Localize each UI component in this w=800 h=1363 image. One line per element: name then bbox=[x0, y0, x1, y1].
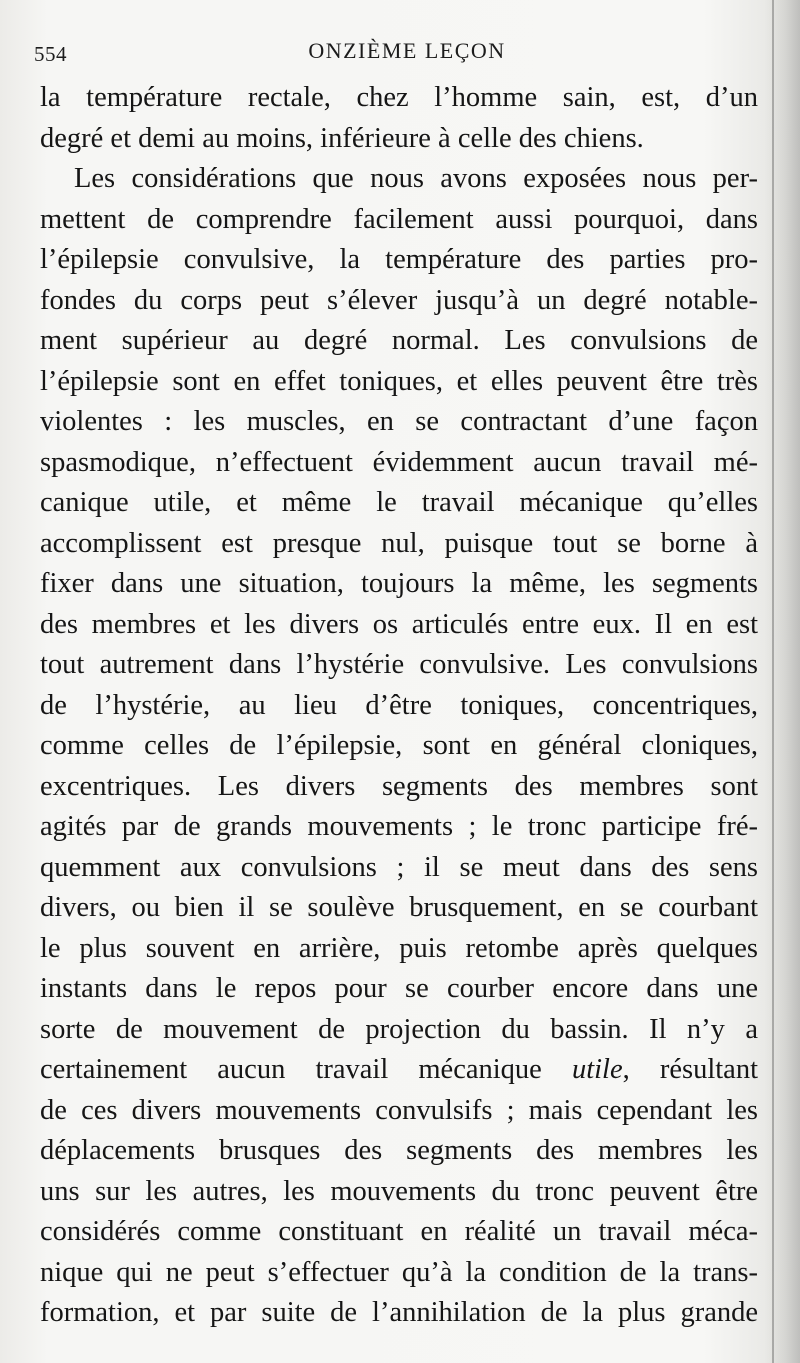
text-line: fondes du corps peut s’élever jusqu’à un degré notable- bbox=[40, 284, 758, 316]
text-line: des membres et les divers os articulés entre eux. Il en est bbox=[40, 608, 758, 640]
text-line: de ces divers mouvements convulsifs ; mais cependant les bbox=[40, 1094, 758, 1126]
text-line: déplacements brusques des segments des membres les bbox=[40, 1135, 758, 1166]
text-line: mettent de comprendre facilement aussi pourquoi, dans bbox=[40, 203, 758, 235]
text-line: le plus souvent en arrière, puis retombe après quelques bbox=[40, 932, 758, 964]
page-edge-line bbox=[772, 0, 774, 1363]
text-line: fixer dans une situation, toujours la même, les segments bbox=[40, 568, 758, 599]
text-line: uns sur les autres, les mouvements du tronc peuvent être bbox=[40, 1175, 758, 1207]
text-line: violentes : les muscles, en se contractant d’une façon bbox=[40, 406, 758, 437]
page-header bbox=[34, 34, 760, 70]
text-line: agités par de grands mouvements ; le tronc participe fré- bbox=[40, 811, 758, 842]
text-line: tout autrement dans l’hystérie convulsive. Les convulsions bbox=[40, 649, 758, 680]
page-number: 554 bbox=[34, 42, 67, 66]
text-line: l’épilepsie sont en effet toniques, et elles peuvent être très bbox=[40, 365, 758, 397]
text-line bbox=[40, 1050, 758, 1091]
text-line: degré et demi au moins, inférieure à celle des chiens. bbox=[40, 122, 644, 154]
text-line: sorte de mouvement de projection du bassin. Il n’y a bbox=[40, 1013, 758, 1045]
text-line: Les considérations que nous avons exposées nous per- bbox=[74, 163, 758, 194]
text-line: excentriques. Les divers segments des membres sont bbox=[40, 770, 758, 802]
text-line: nique qui ne peut s’effectuer qu’à la condition de la trans- bbox=[40, 1256, 758, 1288]
running-head: ONZIÈME LEÇON bbox=[308, 38, 506, 63]
text-line: canique utile, et même le travail mécanique qu’elles bbox=[40, 487, 758, 518]
text-segment: certainement aucun travail mécanique bbox=[40, 1054, 572, 1085]
text-line: considérés comme constituant en réalité un travail méca- bbox=[40, 1216, 758, 1247]
text-line: l’épilepsie convulsive, la température des parties pro- bbox=[40, 244, 758, 275]
text-line: de l’hystérie, au lieu d’être toniques, concentriques, bbox=[40, 689, 758, 721]
text-line: divers, ou bien il se soulève brusquement, en se courbant bbox=[40, 892, 758, 923]
italic-word: utile bbox=[571, 1054, 623, 1085]
text-line: spasmodique, n’effectuent évidemment aucun travail mé- bbox=[40, 446, 758, 478]
body-text bbox=[40, 78, 758, 1334]
text-line: ment supérieur au degré normal. Les convulsions de bbox=[40, 325, 758, 356]
text-line: accomplissent est presque nul, puisque tout se borne à bbox=[40, 527, 758, 559]
page-gutter-shadow bbox=[764, 0, 800, 1363]
text-line: comme celles de l’épilepsie, sont en général cloniques, bbox=[40, 730, 758, 761]
text-line: la température rectale, chez l’homme sain, est, d’un bbox=[40, 82, 758, 113]
text-segment: , résultant bbox=[622, 1054, 758, 1085]
text-line: instants dans le repos pour se courber encore dans une bbox=[40, 973, 758, 1004]
text-line: formation, et par suite de l’annihilation de la plus grande bbox=[40, 1297, 758, 1328]
text-line: quemment aux convulsions ; il se meut dans des sens bbox=[40, 851, 758, 883]
